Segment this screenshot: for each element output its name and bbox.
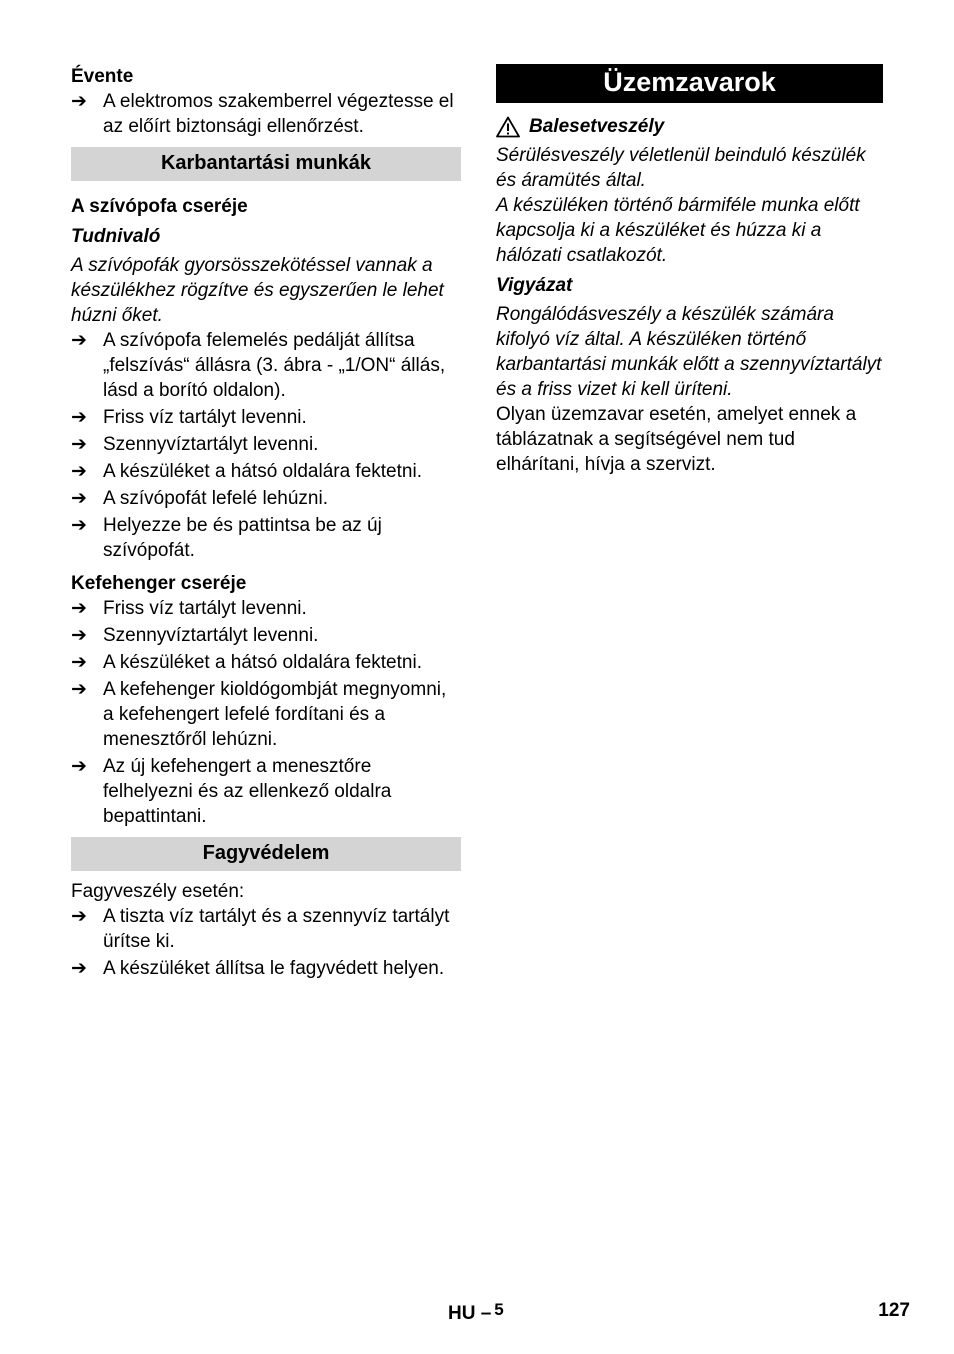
arrow-right-icon: ➔ <box>71 461 87 482</box>
arrow-right-icon: ➔ <box>71 407 87 428</box>
heading-kefehenger: Kefehenger cseréje <box>71 573 247 594</box>
list-item-text: Friss víz tartályt levenni. <box>103 598 307 619</box>
list-item-text: A készüléket állítsa le fagyvédett helyen. <box>103 958 445 979</box>
list-item <box>71 650 461 675</box>
list-item <box>71 405 461 430</box>
list-item-text: Az új kefehengert a menesztőre felhelyezni és az ellenkező oldalra bepattintani. <box>103 756 392 827</box>
section-band-fagyvedelem: Fagyvédelem <box>71 837 461 871</box>
danger-text: Sérülésveszély véletlenül beinduló készülék és áramütés által. <box>496 145 866 191</box>
section-band-karbantartas: Karbantartási munkák <box>71 147 461 181</box>
list-item <box>71 623 461 648</box>
arrow-right-icon: ➔ <box>71 625 87 646</box>
list-item-text: Friss víz tartályt levenni. <box>103 407 307 428</box>
list-item-text: Szennyvíztartályt levenni. <box>103 625 319 646</box>
heading-evente: Évente <box>71 66 134 87</box>
list-item <box>71 486 461 511</box>
list-item-text: A szívópofa felemelés pedálját állítsa „felszívás“ állásra (3. ábra - „1/ON“ állás, lásd a borító oldalon). <box>103 330 446 401</box>
note-text: A szívópofák gyorsösszekötéssel vannak a készülékhez rögzítve és egyszerűen le lehet húzni őket. <box>71 255 444 326</box>
arrow-right-icon: ➔ <box>71 488 87 509</box>
list-item-text: A készüléket a hátsó oldalára fektetni. <box>103 652 422 673</box>
warning-triangle-icon <box>496 116 520 138</box>
service-paragraph: Olyan üzemzavar esetén, amelyet ennek a táblázatnak a segítségével nem tud elhárítani, hívja a szervizt. <box>496 404 857 475</box>
danger-text-2: A készüléken történő bármiféle munka előtt kapcsolja ki a készüléket és húzza ki a hálózati csatlakozót. <box>496 195 860 266</box>
footer-lang: HU – <box>448 1303 492 1324</box>
arrow-right-icon: ➔ <box>71 434 87 455</box>
list-item-text: Helyezze be és pattintsa be az új szívópofát. <box>103 515 382 561</box>
arrow-right-icon: ➔ <box>71 652 87 673</box>
footer-section-label <box>448 1297 504 1326</box>
list-item <box>71 459 461 484</box>
section-kefehenger <box>71 571 461 829</box>
caution-text: Rongálódásveszély a készülék számára kifolyó víz által. A készüléken történő karbantartási munkák előtt a szennyvíztartályt és a friss vizet ki kell üríteni. <box>496 304 882 400</box>
danger-title: Balesetveszély <box>529 116 665 137</box>
caution-title: Vigyázat <box>496 275 573 296</box>
list-item <box>71 754 461 829</box>
list-item <box>71 904 461 954</box>
footer-section-number: 5 <box>494 1300 504 1319</box>
list-item-text: A készüléket a hátsó oldalára fektetni. <box>103 461 422 482</box>
left-column <box>71 64 461 983</box>
section-fagyvedelem <box>71 879 461 981</box>
list-item-text: A kefehenger kioldógombját megnyomni, a kefehengert lefelé fordítani és a menesztőről lehúzni. <box>103 679 447 750</box>
list-item <box>71 432 461 457</box>
note-title: Tudnivaló <box>71 226 161 247</box>
arrow-right-icon: ➔ <box>71 598 87 619</box>
list-item-text: Szennyvíztartályt levenni. <box>103 434 319 455</box>
arrow-right-icon: ➔ <box>71 756 87 777</box>
list-item <box>71 956 461 981</box>
intro-text: Fagyveszély esetén: <box>71 881 245 902</box>
right-column <box>496 64 883 477</box>
arrow-right-icon: ➔ <box>71 906 87 927</box>
list-item-text: A szívópofát lefelé lehúzni. <box>103 488 328 509</box>
section-szivopofa <box>71 194 461 563</box>
arrow-right-icon: ➔ <box>71 958 87 979</box>
list-item <box>71 89 461 139</box>
arrow-right-icon: ➔ <box>71 515 87 536</box>
arrow-right-icon: ➔ <box>71 679 87 700</box>
section-evente <box>71 64 461 139</box>
list-item <box>71 513 461 563</box>
section-title-uzemzavarok: Üzemzavarok <box>496 64 883 103</box>
list-item <box>71 596 461 621</box>
list-item <box>71 328 461 403</box>
arrow-right-icon: ➔ <box>71 91 87 112</box>
heading-szivopofa: A szívópofa cseréje <box>71 196 248 217</box>
list-item-text: A elektromos szakemberrel végeztesse el az előírt biztonsági ellenőrzést. <box>103 91 454 137</box>
danger-heading <box>496 114 883 139</box>
page-number: 127 <box>878 1300 910 1321</box>
arrow-right-icon: ➔ <box>71 330 87 351</box>
list-item-text: A tiszta víz tartályt és a szennyvíz tartályt ürítse ki. <box>103 906 450 952</box>
list-item <box>71 677 461 752</box>
